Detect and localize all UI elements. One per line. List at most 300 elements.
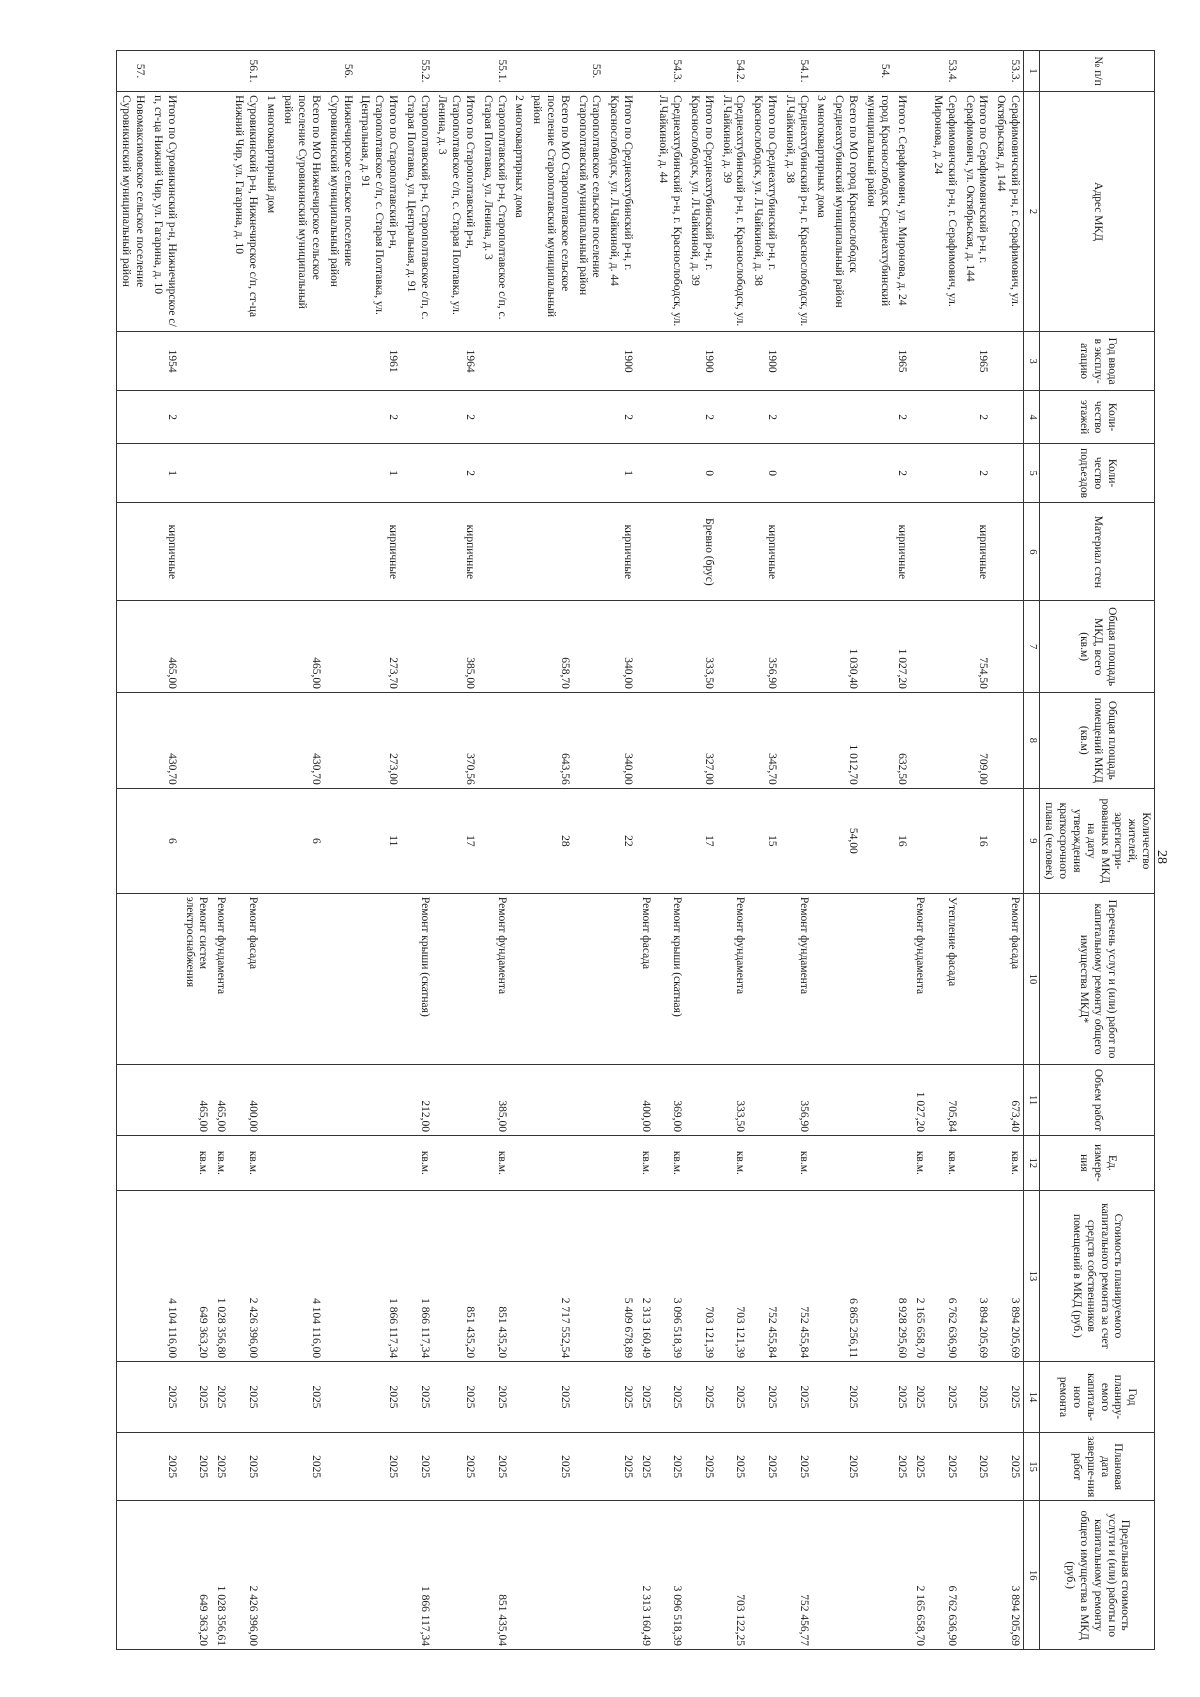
- cell-col-7: [573, 601, 605, 692]
- column-number: 13: [1024, 1190, 1040, 1361]
- cell-col-8: 340,00: [604, 692, 636, 788]
- cell-col-1: [261, 51, 279, 92]
- cell-col-3: 1965: [893, 331, 911, 390]
- page-number: 28: [1154, 850, 1169, 864]
- cell-col-11: 673,40: [991, 1065, 1023, 1136]
- cell-col-8: 643,56: [527, 692, 572, 788]
- cell-col-2: [910, 92, 928, 332]
- cell-col-2: Итого по Суровикинский р-н, Нижнечирское с/п, ст-ца Нижний Чир, ул. Гагарина, д. 10: [148, 92, 180, 332]
- cell-col-3: [279, 331, 324, 390]
- cell-col-4: [279, 391, 324, 444]
- cell-col-2: Итого по Среднеахтубинский р-н, г. Краснослободск, ул. Л.Чайкиной, д. 38: [748, 92, 780, 332]
- cell-col-3: [324, 331, 356, 390]
- column-header: Общая площадь помещений МКД (кв.м): [1039, 692, 1154, 788]
- cell-col-6: кирпичные: [960, 503, 992, 601]
- cell-col-13: 8 928 295,60: [893, 1190, 911, 1361]
- cell-col-11: 705,84: [928, 1065, 960, 1136]
- cell-col-13: 3 096 518,39: [654, 1190, 686, 1361]
- cell-col-16: 3 894 205,69: [991, 1501, 1023, 1650]
- column-number: 10: [1024, 893, 1040, 1064]
- cell-col-15: 2025: [748, 1432, 780, 1501]
- cell-col-10: [279, 893, 324, 1064]
- cell-col-5: [478, 443, 510, 502]
- cell-col-16: [527, 1501, 572, 1650]
- cell-col-11: [861, 1065, 893, 1136]
- cell-col-10: [685, 893, 717, 1064]
- cell-col-13: 6 762 636,90: [928, 1190, 960, 1361]
- cell-col-6: кирпичные: [356, 503, 401, 601]
- cell-col-5: 0: [685, 443, 717, 502]
- cell-col-6: [829, 503, 861, 601]
- cell-col-11: [685, 1065, 717, 1136]
- table-row: [324, 51, 356, 1650]
- cell-col-4: [861, 391, 893, 444]
- cell-col-11: [261, 1065, 279, 1136]
- cell-col-15: 2025: [654, 1432, 686, 1501]
- table-row: [401, 51, 433, 1650]
- cell-col-4: [510, 391, 528, 444]
- cell-col-12: кв.м.: [717, 1135, 749, 1190]
- cell-col-13: 2 717 552,54: [527, 1190, 572, 1361]
- cell-col-1: 55.: [573, 51, 605, 92]
- cell-col-2: Всего по МО Старополтавское сельское поселение Старополтавский муниципальный район: [527, 92, 572, 332]
- cell-col-9: [510, 788, 528, 893]
- column-header: Общая площадь МКД, всего (кв.м): [1039, 601, 1154, 692]
- cell-col-5: [573, 443, 605, 502]
- cell-col-4: 2: [685, 391, 717, 444]
- cell-col-15: 2025: [685, 1432, 717, 1501]
- cell-col-5: 1: [148, 443, 180, 502]
- cell-col-8: [324, 692, 356, 788]
- cell-col-13: 1 866 117,34: [401, 1190, 433, 1361]
- cell-col-3: [229, 331, 261, 390]
- cell-col-12: [510, 1135, 528, 1190]
- cell-col-13: 6 865 256,11: [829, 1190, 861, 1361]
- cell-col-8: 632,50: [893, 692, 911, 788]
- cell-col-1: [211, 51, 229, 92]
- cell-col-9: 6: [279, 788, 324, 893]
- cell-col-4: [928, 391, 960, 444]
- cell-col-16: [573, 1501, 605, 1650]
- cell-col-1: [960, 51, 992, 92]
- cell-col-15: 2025: [893, 1432, 911, 1501]
- cell-col-9: 17: [685, 788, 717, 893]
- column-number: 3: [1024, 331, 1040, 390]
- cell-col-7: [211, 601, 229, 692]
- cell-col-4: [910, 391, 928, 444]
- cell-col-15: 2025: [604, 1432, 636, 1501]
- cell-col-7: [780, 601, 812, 692]
- cell-col-1: 57.: [116, 51, 148, 92]
- cell-col-16: [261, 1501, 279, 1650]
- cell-col-3: [636, 331, 654, 390]
- cell-col-9: 15: [748, 788, 780, 893]
- table-row: [604, 51, 636, 1650]
- cell-col-1: 54.2.: [717, 51, 749, 92]
- cell-col-2: Старополтавский р-н, Старополтавское с/п, с. Старая Полтавка, ул. Центральная, д. 91: [401, 92, 433, 332]
- cell-col-15: 2025: [636, 1432, 654, 1501]
- column-number: 16: [1024, 1501, 1040, 1650]
- cell-col-11: 385,00: [478, 1065, 510, 1136]
- cell-col-9: [636, 788, 654, 893]
- cell-col-12: [148, 1135, 180, 1190]
- cell-col-12: кв.м.: [478, 1135, 510, 1190]
- cell-col-16: 649 363,20: [180, 1501, 212, 1650]
- cell-col-1: [636, 51, 654, 92]
- cell-col-12: [960, 1135, 992, 1190]
- cell-col-10: [356, 893, 401, 1064]
- cell-col-11: [510, 1065, 528, 1136]
- cell-col-10: Утепление фасада: [928, 893, 960, 1064]
- cell-col-4: [636, 391, 654, 444]
- cell-col-9: 54,00: [829, 788, 861, 893]
- cell-col-16: 2 313 160,49: [636, 1501, 654, 1650]
- cell-col-6: [401, 503, 433, 601]
- column-number: 15: [1024, 1432, 1040, 1501]
- cell-col-8: [812, 692, 830, 788]
- cell-col-14: 2025: [211, 1362, 229, 1433]
- cell-col-1: [685, 51, 717, 92]
- cell-col-12: [573, 1135, 605, 1190]
- table-row: [148, 51, 180, 1650]
- table-row: [748, 51, 780, 1650]
- cell-col-9: [478, 788, 510, 893]
- cell-col-11: [748, 1065, 780, 1136]
- cell-col-7: 340,00: [604, 601, 636, 692]
- cell-col-16: 2 165 658,70: [910, 1501, 928, 1650]
- cell-col-9: [261, 788, 279, 893]
- cell-col-15: 2025: [960, 1432, 992, 1501]
- cell-col-5: [829, 443, 861, 502]
- cell-col-16: [960, 1501, 992, 1650]
- cell-col-16: 6 762 636,90: [928, 1501, 960, 1650]
- cell-col-13: 4 104 116,00: [279, 1190, 324, 1361]
- cell-col-5: [180, 443, 212, 502]
- cell-col-15: [510, 1432, 528, 1501]
- cell-col-15: 2025: [148, 1432, 180, 1501]
- cell-col-6: [780, 503, 812, 601]
- column-number: 1: [1024, 51, 1040, 92]
- cell-col-9: [401, 788, 433, 893]
- cell-col-6: [261, 503, 279, 601]
- cell-col-15: 2025: [928, 1432, 960, 1501]
- cell-col-7: 385,00: [433, 601, 478, 692]
- cell-col-8: [717, 692, 749, 788]
- cell-col-13: [510, 1190, 528, 1361]
- cell-col-8: [991, 692, 1023, 788]
- cell-col-10: [324, 893, 356, 1064]
- cell-col-9: [928, 788, 960, 893]
- cell-col-2: 2 многоквартирных дома: [510, 92, 528, 332]
- cell-col-12: кв.м.: [910, 1135, 928, 1190]
- cell-col-11: 465,00: [180, 1065, 212, 1136]
- cell-col-7: [991, 601, 1023, 692]
- cell-col-13: 851 435,20: [478, 1190, 510, 1361]
- cell-col-16: [148, 1501, 180, 1650]
- cell-col-14: 2025: [960, 1362, 992, 1433]
- cell-col-3: 1964: [433, 331, 478, 390]
- cell-col-8: [861, 692, 893, 788]
- cell-col-16: 703 122,25: [717, 1501, 749, 1650]
- cell-col-8: 370,56: [433, 692, 478, 788]
- cell-col-4: [573, 391, 605, 444]
- cell-col-5: [229, 443, 261, 502]
- cell-col-7: [478, 601, 510, 692]
- table-row: [573, 51, 605, 1650]
- cell-col-5: [928, 443, 960, 502]
- cell-col-1: [527, 51, 572, 92]
- cell-col-6: [717, 503, 749, 601]
- cell-col-9: [991, 788, 1023, 893]
- cell-col-9: [780, 788, 812, 893]
- cell-col-2: город Краснослободск Среднеахтубинский муниципальный район: [861, 92, 893, 332]
- cell-col-12: [527, 1135, 572, 1190]
- cell-col-3: 1965: [960, 331, 992, 390]
- table-row: [654, 51, 686, 1650]
- column-header: Адрес МКД: [1039, 92, 1154, 332]
- cell-col-14: 2025: [604, 1362, 636, 1433]
- cell-col-12: [324, 1135, 356, 1190]
- column-header: Год планиру-емого капиталь-ного ремонта: [1039, 1362, 1154, 1433]
- cell-col-4: [780, 391, 812, 444]
- cell-col-14: [861, 1362, 893, 1433]
- cell-col-7: 465,00: [148, 601, 180, 692]
- cell-col-10: [960, 893, 992, 1064]
- cell-col-16: 1 866 117,34: [401, 1501, 433, 1650]
- cell-col-4: [401, 391, 433, 444]
- cell-col-2: Всего по МО город Краснослободск Среднеахтубинский муниципальный район: [829, 92, 861, 332]
- cell-col-3: [116, 331, 148, 390]
- cell-col-11: [893, 1065, 911, 1136]
- cell-col-3: [401, 331, 433, 390]
- cell-col-14: 2025: [685, 1362, 717, 1433]
- cell-col-14: [510, 1362, 528, 1433]
- cell-col-1: 53.4.: [928, 51, 960, 92]
- cell-col-15: [261, 1432, 279, 1501]
- cell-col-13: [261, 1190, 279, 1361]
- cell-col-7: [812, 601, 830, 692]
- cell-col-5: [116, 443, 148, 502]
- cell-col-12: кв.м.: [211, 1135, 229, 1190]
- cell-col-15: 2025: [527, 1432, 572, 1501]
- cell-col-12: кв.м.: [991, 1135, 1023, 1190]
- cell-col-2: Итого по Среднеахтубинский р-н, г. Краснослободск, ул. Л.Чайкиной, д. 39: [685, 92, 717, 332]
- cell-col-16: [748, 1501, 780, 1650]
- cell-col-10: [861, 893, 893, 1064]
- column-header: Объем работ: [1039, 1065, 1154, 1136]
- cell-col-12: кв.м.: [654, 1135, 686, 1190]
- cell-col-9: [180, 788, 212, 893]
- cell-col-6: [478, 503, 510, 601]
- cell-col-10: Ремонт фундамента: [780, 893, 812, 1064]
- cell-col-14: 2025: [229, 1362, 261, 1433]
- cell-col-13: 4 104 116,00: [148, 1190, 180, 1361]
- cell-col-4: [116, 391, 148, 444]
- cell-col-1: [829, 51, 861, 92]
- cell-col-12: [356, 1135, 401, 1190]
- cell-col-14: [116, 1362, 148, 1433]
- cell-col-15: [573, 1432, 605, 1501]
- cell-col-14: 2025: [717, 1362, 749, 1433]
- cell-col-16: [510, 1501, 528, 1650]
- cell-col-10: Ремонт фундамента: [211, 893, 229, 1064]
- cell-col-5: [636, 443, 654, 502]
- cell-col-12: [604, 1135, 636, 1190]
- cell-col-16: [433, 1501, 478, 1650]
- cell-col-6: [279, 503, 324, 601]
- cell-col-3: [991, 331, 1023, 390]
- table-row: [510, 51, 528, 1650]
- cell-col-14: 2025: [527, 1362, 572, 1433]
- table-body: [116, 51, 1023, 1650]
- cell-col-15: 2025: [180, 1432, 212, 1501]
- cell-col-3: [654, 331, 686, 390]
- cell-col-13: [324, 1190, 356, 1361]
- cell-col-2: Серафимовичский р-н, г. Серафимович, ул. Миронова, д. 24: [928, 92, 960, 332]
- cell-col-15: 2025: [717, 1432, 749, 1501]
- cell-col-11: 369,00: [654, 1065, 686, 1136]
- cell-col-7: [229, 601, 261, 692]
- cell-col-5: [279, 443, 324, 502]
- cell-col-6: [636, 503, 654, 601]
- cell-col-8: 709,00: [960, 692, 992, 788]
- cell-col-12: [116, 1135, 148, 1190]
- column-header: Перечень услуг и (или) работ по капитальному ремонту общего имущества МКД*: [1039, 893, 1154, 1064]
- cell-col-8: [116, 692, 148, 788]
- cell-col-14: 2025: [654, 1362, 686, 1433]
- cell-col-12: кв.м.: [229, 1135, 261, 1190]
- cell-col-14: 2025: [148, 1362, 180, 1433]
- cell-col-11: [116, 1065, 148, 1136]
- cell-col-13: 851 435,20: [433, 1190, 478, 1361]
- cell-col-8: 1 012,70: [829, 692, 861, 788]
- cell-col-14: 2025: [748, 1362, 780, 1433]
- cell-col-2: 3 многоквартирных дома: [812, 92, 830, 332]
- cell-col-16: 851 435,04: [478, 1501, 510, 1650]
- column-header: Плановая дата заверше-ния работ: [1039, 1432, 1154, 1501]
- cell-col-15: [861, 1432, 893, 1501]
- cell-col-11: [573, 1065, 605, 1136]
- cell-col-12: [893, 1135, 911, 1190]
- column-header: Коли-чество этажей: [1039, 391, 1154, 444]
- column-number: 12: [1024, 1135, 1040, 1190]
- cell-col-14: 2025: [910, 1362, 928, 1433]
- cell-col-7: [636, 601, 654, 692]
- cell-col-2: [636, 92, 654, 332]
- cell-col-14: 2025: [401, 1362, 433, 1433]
- cell-col-8: [229, 692, 261, 788]
- cell-col-15: [812, 1432, 830, 1501]
- table-row: [928, 51, 960, 1650]
- cell-col-10: [148, 893, 180, 1064]
- cell-col-3: [211, 331, 229, 390]
- cell-col-6: [527, 503, 572, 601]
- column-header: Год ввода в эксплу-атацию: [1039, 331, 1154, 390]
- cell-col-9: 17: [433, 788, 478, 893]
- cell-col-15: 2025: [829, 1432, 861, 1501]
- cell-col-14: 2025: [478, 1362, 510, 1433]
- cell-col-8: [654, 692, 686, 788]
- column-number: 14: [1024, 1362, 1040, 1433]
- cell-col-1: [812, 51, 830, 92]
- cell-col-6: [812, 503, 830, 601]
- cell-col-11: [279, 1065, 324, 1136]
- cell-col-1: 56.1.: [229, 51, 261, 92]
- cell-col-3: [478, 331, 510, 390]
- cell-col-6: кирпичные: [748, 503, 780, 601]
- cell-col-10: [893, 893, 911, 1064]
- cell-col-4: 2: [748, 391, 780, 444]
- table-row: [717, 51, 749, 1650]
- cell-col-14: 2025: [829, 1362, 861, 1433]
- cell-col-10: [510, 893, 528, 1064]
- cell-col-8: [478, 692, 510, 788]
- cell-col-2: Нижнечирское сельское поселение Суровикинский муниципальный район: [324, 92, 356, 332]
- cell-col-12: [748, 1135, 780, 1190]
- cell-col-3: [180, 331, 212, 390]
- cell-col-1: [510, 51, 528, 92]
- cell-col-4: [527, 391, 572, 444]
- cell-col-12: [261, 1135, 279, 1190]
- cell-col-5: 1: [356, 443, 401, 502]
- table-row: [261, 51, 279, 1650]
- cell-col-1: 54.1.: [780, 51, 812, 92]
- cell-col-10: Ремонт фасада: [991, 893, 1023, 1064]
- cell-col-4: [478, 391, 510, 444]
- cell-col-12: кв.м.: [780, 1135, 812, 1190]
- cell-col-2: 1 многоквартирный дом: [261, 92, 279, 332]
- cell-col-16: [356, 1501, 401, 1650]
- cell-col-10: [748, 893, 780, 1064]
- cell-col-6: кирпичные: [893, 503, 911, 601]
- cell-col-12: кв.м.: [928, 1135, 960, 1190]
- cell-col-7: 754,50: [960, 601, 992, 692]
- cell-col-14: 2025: [180, 1362, 212, 1433]
- cell-col-1: 55.1.: [478, 51, 510, 92]
- column-header: Стоимость планируемого капитального ремонта за счет средств собственников помещений в МКД (руб.): [1039, 1190, 1154, 1361]
- cell-col-14: 2025: [780, 1362, 812, 1433]
- cell-col-14: 2025: [356, 1362, 401, 1433]
- cell-col-10: [433, 893, 478, 1064]
- cell-col-16: [279, 1501, 324, 1650]
- cell-col-4: [211, 391, 229, 444]
- cell-col-7: 658,70: [527, 601, 572, 692]
- cell-col-9: [116, 788, 148, 893]
- cell-col-9: [229, 788, 261, 893]
- column-number: 8: [1024, 692, 1040, 788]
- cell-col-2: Серафимовичский р-н, г. Серафимович, ул. Октябрьская, д. 144: [991, 92, 1023, 332]
- cell-col-11: [433, 1065, 478, 1136]
- cell-col-14: 2025: [636, 1362, 654, 1433]
- cell-col-6: Бревно (брус): [685, 503, 717, 601]
- cell-col-13: [573, 1190, 605, 1361]
- cell-col-13: [812, 1190, 830, 1361]
- cell-col-2: Суровикинский р-н, Нижнечирское с/п, ст-ца Нижний Чир, ул. Гагарина, д. 10: [229, 92, 261, 332]
- cell-col-9: [573, 788, 605, 893]
- cell-col-8: [780, 692, 812, 788]
- cell-col-6: [116, 503, 148, 601]
- table-row: [829, 51, 861, 1650]
- cell-col-1: 55.2.: [401, 51, 433, 92]
- cell-col-2: Среднеахтубинский р-н, г. Краснослободск, ул. Л.Чайкиной, д. 44: [654, 92, 686, 332]
- cell-col-7: 333,50: [685, 601, 717, 692]
- cell-col-8: [636, 692, 654, 788]
- cell-col-6: [180, 503, 212, 601]
- cell-col-5: [510, 443, 528, 502]
- cell-col-4: [261, 391, 279, 444]
- cell-col-4: 2: [960, 391, 992, 444]
- cell-col-4: [812, 391, 830, 444]
